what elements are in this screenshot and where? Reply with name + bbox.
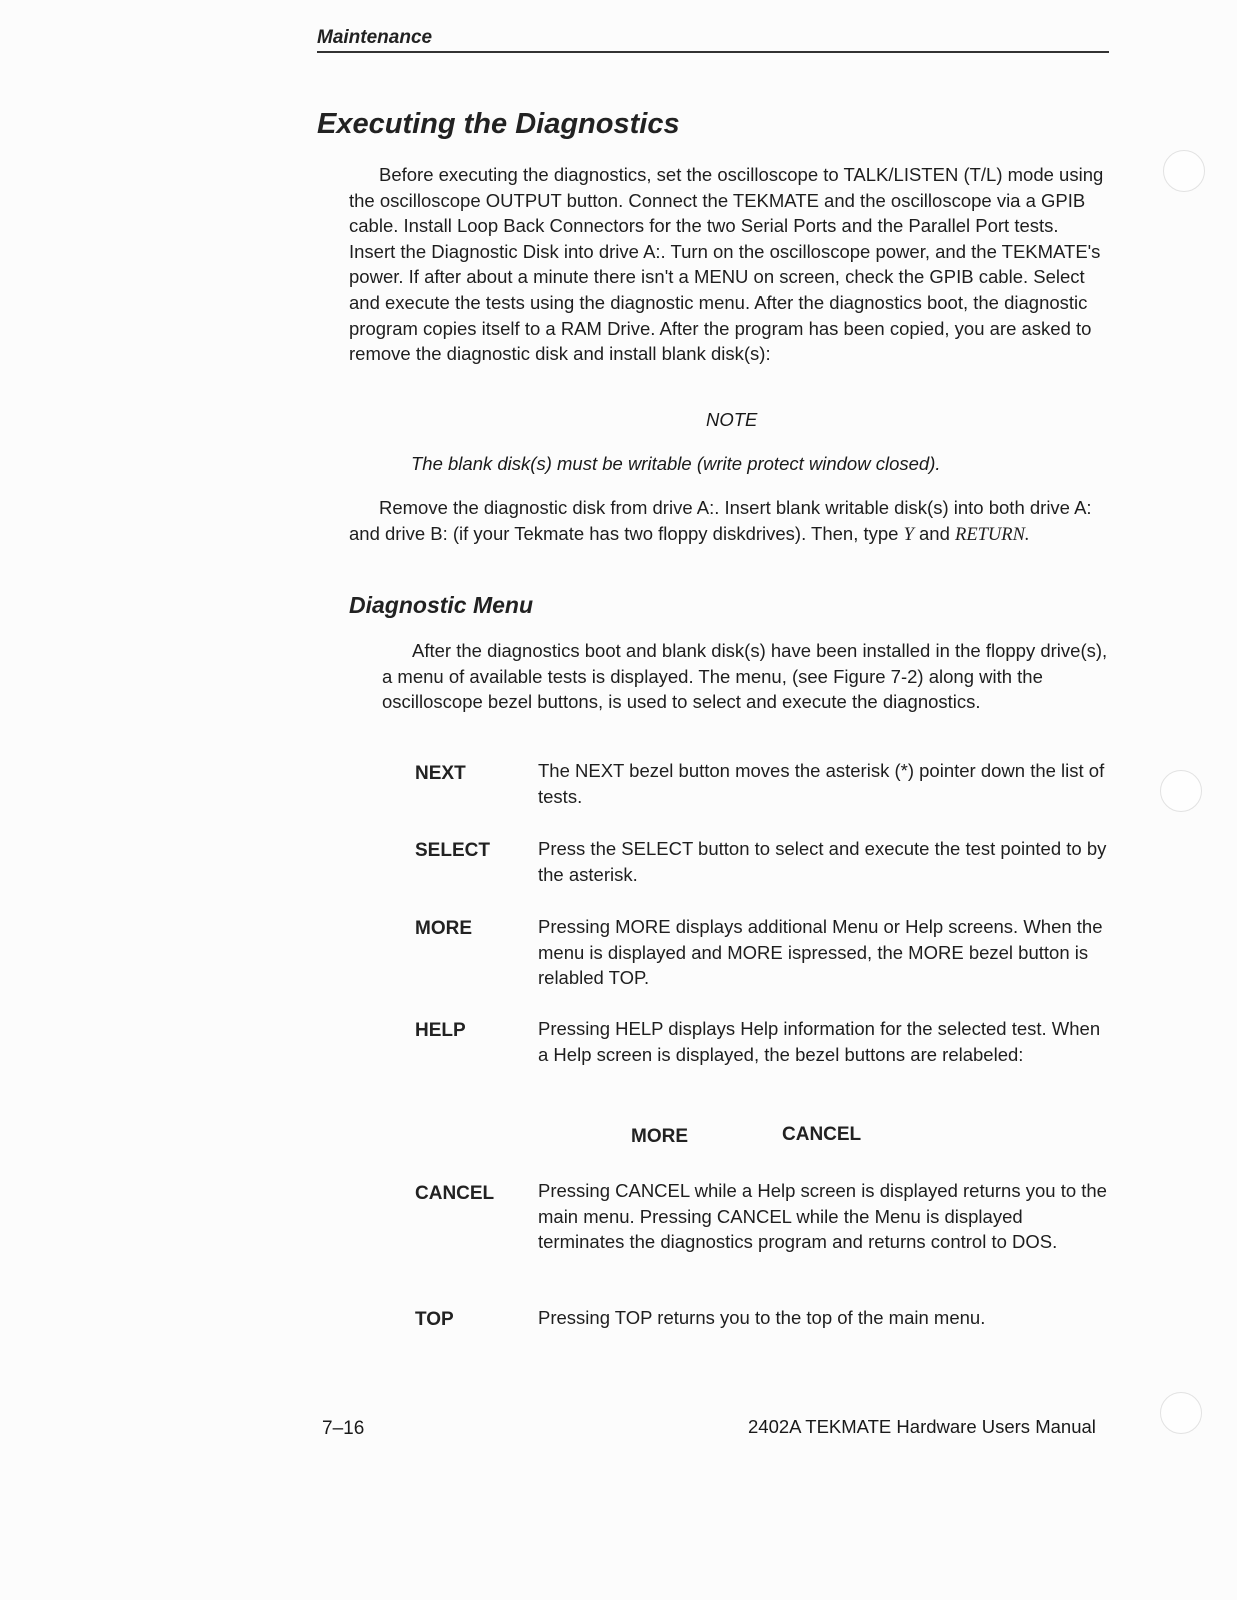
term-help: HELP (415, 1020, 466, 1041)
def-cancel: Pressing CANCEL while a Help screen is displayed returns you to the main menu. Pressing CANCEL while the Menu is displayed terminates the diagnostics program and returns control to DOS. (538, 1180, 1107, 1253)
def-help: Pressing HELP displays Help information for the selected test. When a Help screen is displayed, the bezel buttons are relabeled: (538, 1018, 1101, 1065)
section-title: Executing the Diagnostics (317, 108, 680, 140)
binder-hole-bottom (1160, 1392, 1202, 1434)
relabel-more: MORE (631, 1126, 688, 1147)
and-word: and (919, 522, 950, 544)
page-number: 7–16 (322, 1418, 365, 1439)
remove-paragraph (349, 495, 1109, 548)
relabel-cancel: CANCEL (782, 1124, 862, 1145)
def-select: Press the SELECT button to select and execute the test pointed to by the asterisk. (538, 838, 1107, 885)
note-heading: NOTE (706, 409, 758, 430)
term-cancel: CANCEL (415, 1183, 495, 1204)
def-next: The NEXT bezel button moves the asterisk (*) pointer down the list of tests. (538, 760, 1105, 807)
term-more: MORE (415, 918, 472, 939)
term-top: TOP (415, 1309, 454, 1330)
key-return: RETURN. (955, 524, 1030, 545)
term-next: NEXT (415, 763, 466, 784)
note-body: The blank disk(s) must be writable (write protect window closed). (411, 453, 941, 474)
manual-title: 2402A TEKMATE Hardware Users Manual (748, 1416, 1096, 1437)
binder-hole-top (1163, 150, 1205, 192)
binder-hole-middle (1160, 770, 1202, 812)
running-header: Maintenance (317, 27, 433, 48)
def-top: Pressing TOP returns you to the top of the main menu. (538, 1307, 986, 1328)
subsection-title: Diagnostic Menu (349, 592, 534, 618)
remove-text: Remove the diagnostic disk from drive A:. Insert blank writable disk(s) into both drive A: and drive B: (if your Tekmate has two floppy diskdrives). Then, type (349, 497, 1092, 544)
header-rule (317, 51, 1109, 53)
menu-paragraph: After the diagnostics boot and blank disk(s) have been installed in the floppy drive(s), a menu of available tests is displayed. The menu, (see Figure 7-2) along with the oscilloscope bezel buttons, is used to select and execute the diagnostics. (382, 640, 1108, 713)
key-y: Y (903, 524, 914, 545)
intro-paragraph: Before executing the diagnostics, set the oscilloscope to TALK/LISTEN (T/L) mode using the oscilloscope OUTPUT button. Connect the TEKMATE and the oscilloscope via a GPIB cable. Install Loop Back Connectors for the two Serial Ports and the Parallel Port tests. Insert the Diagnostic Disk into drive A:. Turn on the oscilloscope power, and the TEKMATE's power. If after about a minute there isn't a MENU on screen, check the GPIB cable. Select and execute the tests using the diagnostic menu. After the diagnostics boot, the diagnostic program copies itself to a RAM Drive. After the program has been copied, you are asked to remove the diagnostic disk and install blank disk(s): (349, 164, 1104, 365)
term-select: SELECT (415, 840, 490, 861)
def-more: Pressing MORE displays additional Menu or Help screens. When the menu is displayed and MORE ispressed, the MORE bezel button is relabled TOP. (538, 916, 1103, 989)
